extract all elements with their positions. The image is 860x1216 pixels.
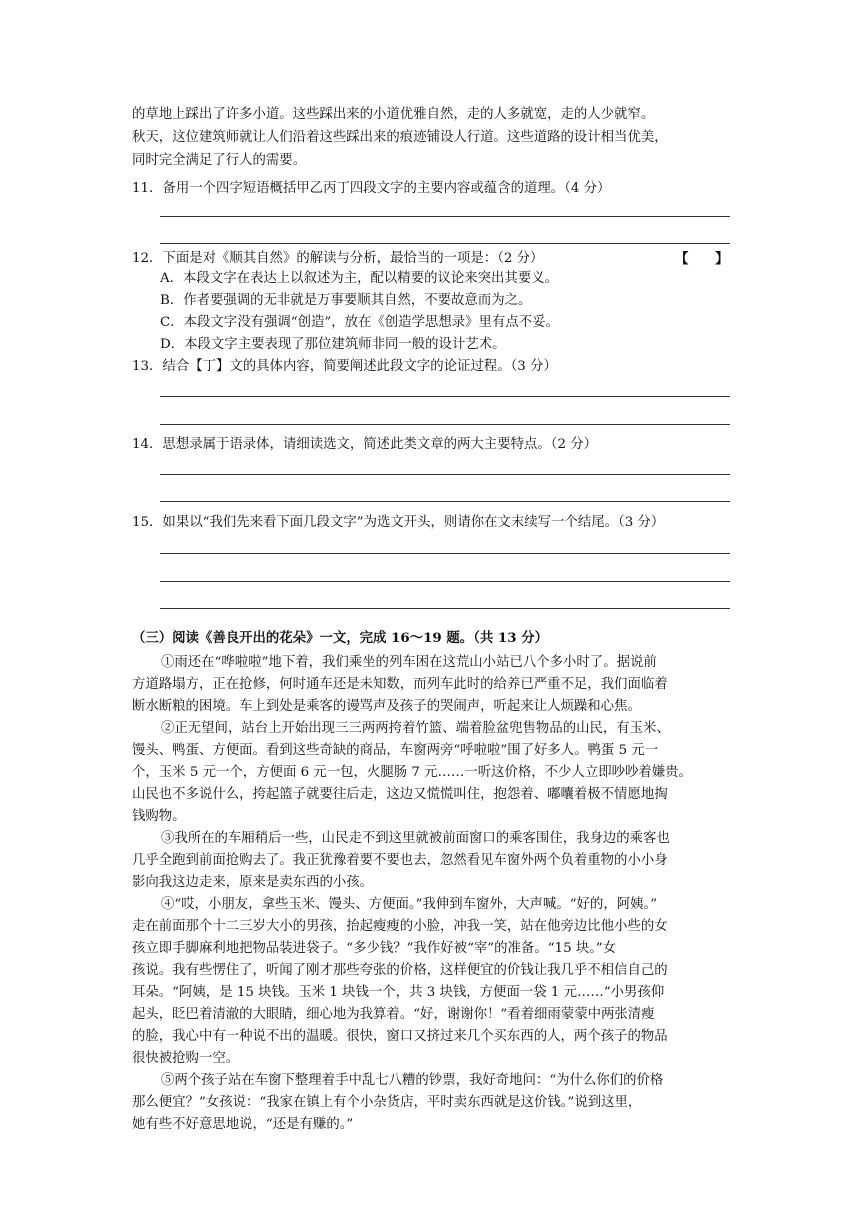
answer-line[interactable] (160, 424, 730, 425)
story-p4-line-7: 的脸，我心中有一种说不出的温暖。很快，窗口又挤过来几个买东西的人，两个孩子的物品 (132, 1029, 668, 1044)
question-14: 14．思想录属于语录体，请细读选文，简述此类文章的两大主要特点。（2 分） (132, 437, 598, 452)
section-3-title: （三）阅读《善良开出的花朵》一文，完成 16～19 题。（共 13 分） (132, 630, 549, 646)
story-p5-line-1: ⑤两个孩子站在车窗下整理着手中乱七八糟的钞票，我好奇地问：“为什么你们的价格 (161, 1073, 664, 1088)
answer-line[interactable] (160, 474, 730, 475)
story-p4-line-1: ④“哎，小朋友，拿些玉米、馒头、方便面。”我伸到车窗外，大声喊。“好的，阿姨。” (161, 897, 658, 912)
story-p4-line-2: 走在前面那个十二三岁大小的男孩，抬起瘦瘦的小脸，冲我一笑，站在他旁边比他小些的女 (132, 919, 668, 934)
story-p4-line-5: 耳朵。“阿姨，是 15 块钱。玉米 1 块钱一个，共 3 块钱，方便面一袋 1 元……”小男孩仰 (132, 985, 665, 1000)
intro-line-1: 的草地上踩出了许多小道。这些踩出来的小道优雅自然，走的人多就宽，走的人少就窄。 (132, 107, 655, 122)
answer-line[interactable] (160, 501, 730, 502)
option-c: C．本段文字没有强调“创造”，放在《创造学思想录》里有点不妥。 (160, 315, 559, 330)
story-p2-line-4: 山民也不多说什么，挎起篮子就要往后走，这边又慌慌叫住，抱怨着、嘟囔着极不情愿地掏 (132, 787, 668, 802)
question-12: 12．下面是对《顺其自然》的解读与分析，最恰当的一项是：（2 分） (132, 251, 544, 266)
answer-line[interactable] (160, 608, 730, 609)
story-p2-line-1: ②正无望间，站台上开始出现三三两两挎着竹篮、端着脸盆兜售物品的山民，有玉米、 (161, 721, 670, 736)
story-p2-line-3: 个，玉米 5 元一个，方便面 6 元一包，火腿肠 7 元……一听这价格，不少人立即吵吵着嫌贵。 (132, 765, 692, 780)
answer-line[interactable] (160, 396, 730, 397)
story-p4-line-6: 起头，眨巴着清澈的大眼睛，细心地为我算着。“好，谢谢你！”看着细雨蒙蒙中两张清瘦 (132, 1007, 655, 1022)
option-b: B．作者要强调的无非就是万事要顺其自然，不要故意而为之。 (160, 293, 532, 308)
story-p3-line-1: ③我所在的车厢稍后一些，山民走不到这里就被前面窗口的乘客围住，我身边的乘客也 (161, 831, 670, 846)
answer-line[interactable] (160, 553, 730, 554)
story-p4-line-3: 孩立即手脚麻利地把物品装进袋子。“多少钱？”我作好被“宰”的准备。“15 块。”女 (132, 941, 617, 956)
story-p2-line-2: 馒头、鸭蛋、方便面。看到这些奇缺的商品，车窗两旁“呼啦啦”围了好多人。鸭蛋 5 元一 (132, 743, 659, 758)
option-d: D．本段文字主要表现了那位建筑师非同一般的设计艺术。 (160, 337, 506, 352)
answer-line[interactable] (160, 581, 730, 582)
story-p5-line-3: 她有些不好意思地说，“还是有赚的。” (132, 1117, 354, 1132)
story-p3-line-3: 影向我这边走来，原来是卖东西的小孩。 (132, 875, 374, 890)
answer-line[interactable] (160, 243, 730, 244)
story-p1-line-3: 断水断粮的困境。车上到处是乘客的谩骂声及孩子的哭闹声，听起来让人烦躁和心焦。 (132, 699, 641, 714)
question-15: 15．如果以“我们先来看下面几段文字”为选文开头，则请你在文末续写一个结尾。（3 分） (132, 515, 665, 530)
question-13: 13．结合【丁】文的具体内容，简要阐述此段文字的论证过程。（3 分） (132, 359, 557, 374)
intro-line-2: 秋天，这位建筑师就让人们沿着这些踩出来的痕迹铺设人行道。这些道路的设计相当优美， (132, 130, 668, 145)
story-p4-line-4: 孩说。我有些愣住了，听闻了刚才那些夸张的价格，这样便宜的价钱让我几乎不相信自己的 (132, 963, 668, 978)
option-a: A．本段文字在表达上以叙述为主，配以精要的议论来突出其要义。 (160, 271, 558, 286)
intro-line-3: 同时完全满足了行人的需要。 (132, 153, 307, 168)
story-p3-line-2: 几乎全跑到前面抢购去了。我正犹豫着要不要也去，忽然看见车窗外两个负着重物的小小身 (132, 853, 668, 868)
story-p2-line-5: 钱购物。 (132, 809, 186, 824)
question-11: 11．备用一个四字短语概括甲乙丙丁四段文字的主要内容或蕴含的道理。（4 分） (132, 181, 611, 196)
story-p1-line-2: 方道路塌方，正在抢修，何时通车还是未知数，而列车此时的给养已严重不足，我们面临着 (132, 677, 668, 692)
answer-bracket[interactable]: 【 】 (675, 251, 729, 267)
story-p4-line-8: 很快被抢购一空。 (132, 1051, 240, 1066)
answer-line[interactable] (160, 216, 730, 217)
story-p1-line-1: ①雨还在“哗啦啦”地下着，我们乘坐的列车困在这荒山小站已八个多小时了。据说前 (161, 655, 657, 670)
story-p5-line-2: 那么便宜？”女孩说：“我家在镇上有个小杂货店，平时卖东西就是这价钱。”说到这里， (132, 1095, 642, 1110)
